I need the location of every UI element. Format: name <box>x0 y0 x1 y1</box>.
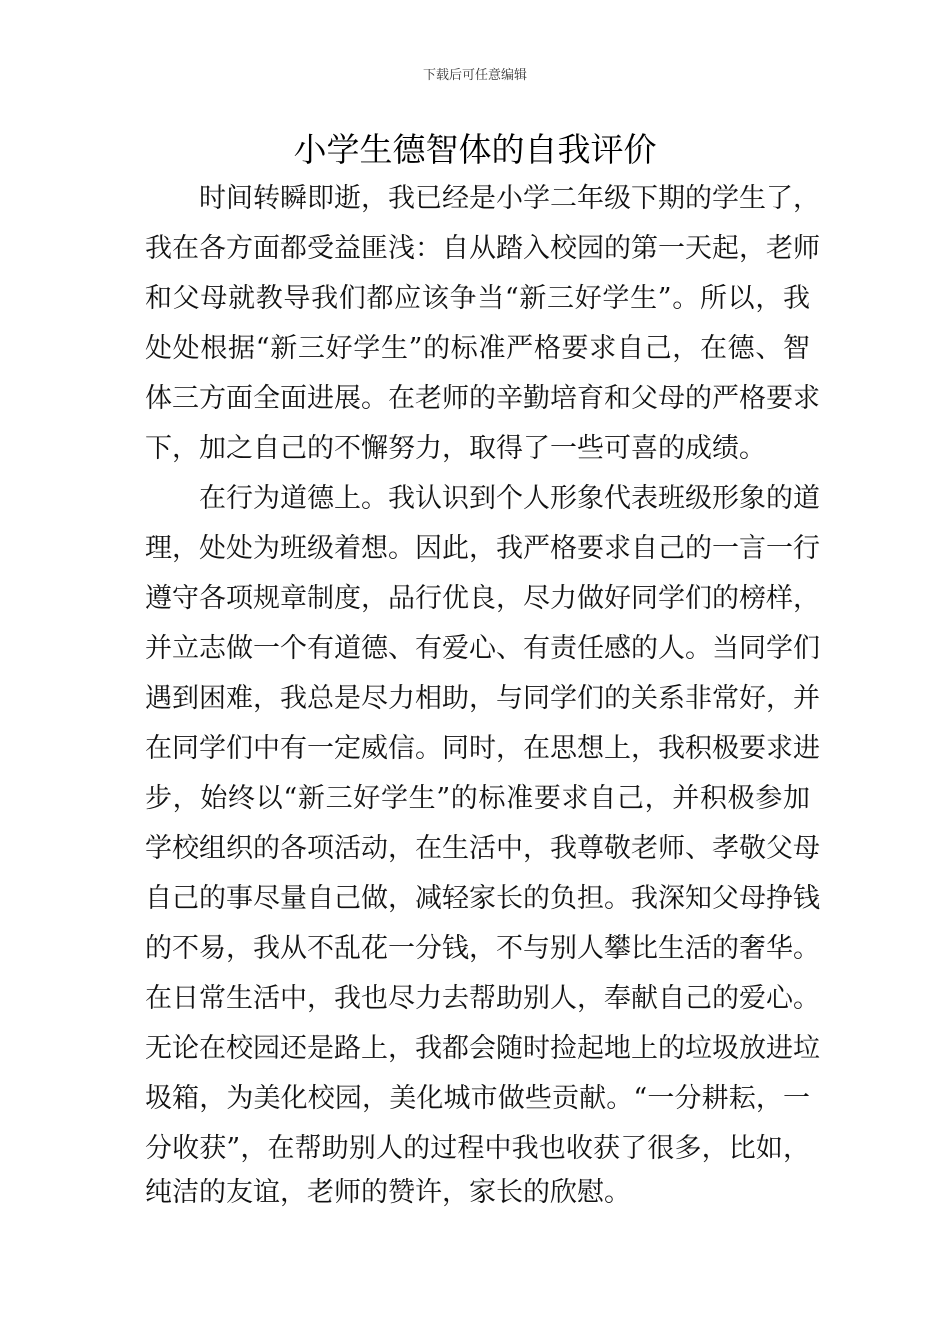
body-line: 分收获”，在帮助别人的过程中我也收获了很多，比如， <box>145 1133 810 1164</box>
body-line: 处处根据“新三好学生”的标准严格要求自己，在德、智 <box>145 333 810 364</box>
body-line: 在日常生活中，我也尽力去帮助别人，奉献自己的爱心。 <box>145 983 820 1014</box>
body-line: 学校组织的各项活动，在生活中，我尊敬老师、孝敬父母 <box>145 833 820 864</box>
body-line: 步，始终以“新三好学生”的标准要求自己，并积极参加 <box>145 783 810 814</box>
body-line: 下，加之自己的不懈努力，取得了一些可喜的成绩。 <box>145 433 766 464</box>
body-line: 我在各方面都受益匪浅：自从踏入校园的第一天起，老师 <box>145 233 820 264</box>
body-line: 自己的事尽量自己做，减轻家长的负担。我深知父母挣钱 <box>145 883 820 914</box>
body-line: 并立志做一个有道德、有爱心、有责任感的人。当同学们 <box>145 633 820 664</box>
body-line: 纯洁的友谊，老师的赞许，家长的欣慰。 <box>145 1177 631 1208</box>
header-note: 下载后可任意编辑 <box>422 68 527 83</box>
body-line: 体三方面全面进展。在老师的辛勤培育和父母的严格要求 <box>145 383 820 414</box>
document-title: 小学生德智体的自我评价 <box>293 130 657 169</box>
body-line: 理，处处为班级着想。因此，我严格要求自己的一言一行 <box>145 533 820 564</box>
body-line: 无论在校园还是路上，我都会随时捡起地上的垃圾放进垃 <box>145 1033 820 1064</box>
body-line: 在行为道德上。我认识到个人形象代表班级形象的道 <box>199 483 820 514</box>
body-line: 遇到困难，我总是尽力相助，与同学们的关系非常好，并 <box>145 683 820 714</box>
body-line: 和父母就教导我们都应该争当“新三好学生”。所以，我 <box>145 283 810 314</box>
body-line: 遵守各项规章制度，品行优良，尽力做好同学们的榜样， <box>145 583 820 614</box>
body-line: 在同学们中有一定威信。同时，在思想上，我积极要求进 <box>145 733 820 764</box>
body-line: 的不易，我从不乱花一分钱，不与别人攀比生活的奢华。 <box>145 933 820 964</box>
body-line: 圾箱，为美化校园，美化城市做些贡献。“一分耕耘，一 <box>145 1083 810 1114</box>
body-line: 时间转瞬即逝，我已经是小学二年级下期的学生了， <box>199 183 820 214</box>
